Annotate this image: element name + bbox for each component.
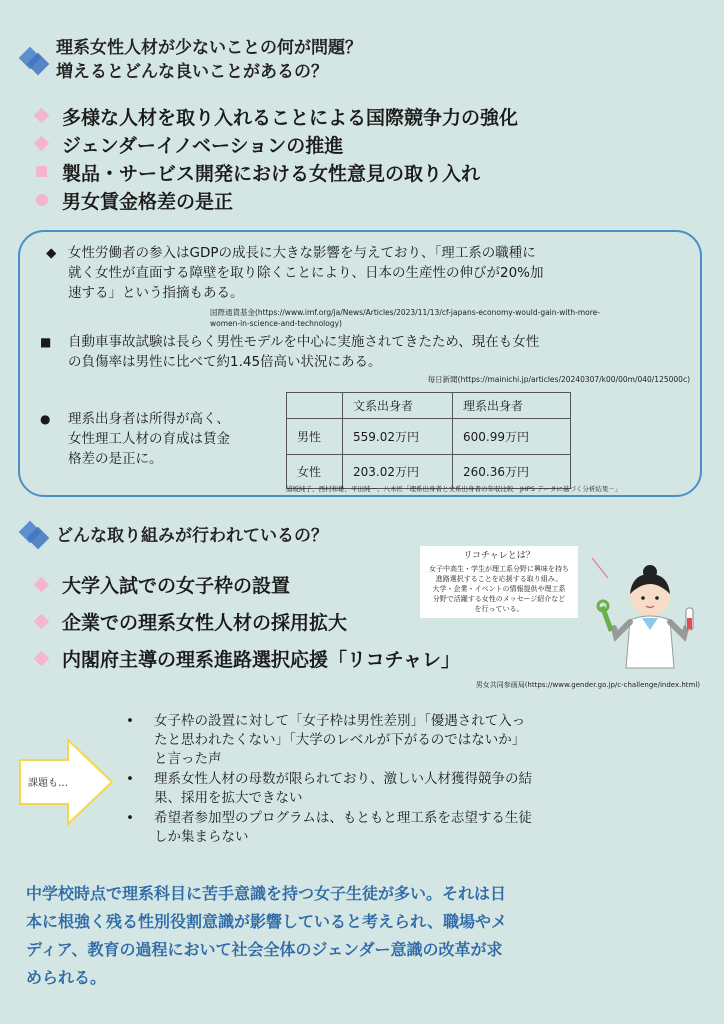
table-header-row: 文系出身者 理系出身者 (287, 393, 571, 419)
list-item: 多様な人材を取り入れることによる国際競争力の強化 (32, 102, 518, 130)
initiative-source: 男女共同参画局(https://www.gender.go.jp/c-challenge/index.html) (475, 681, 700, 689)
issues-label: 課題も… (28, 778, 68, 789)
list-item: 内閣府主導の理系進路選択応援「リコチャレ」 (32, 640, 460, 677)
diamond-icon (20, 514, 50, 558)
scientist-illustration (590, 556, 706, 676)
diamond-bullet-icon (32, 652, 54, 666)
diamond-bullet-icon (32, 109, 54, 123)
diamond-bullet-icon (32, 137, 54, 151)
fact-crash-source: 毎日新聞(https://mainichi.jp/articles/20240307/k00/00m/040/125000c) (427, 375, 690, 384)
fact-gdp: ◆ 女性労働者の参入はGDPの成長に大きな影響を与えており、「理工系の職種に 就く女性が直面する障壁を取り除くことにより、日本の生産性の伸びが20%加 速する」という指摘もある。 (46, 245, 544, 301)
section1-heading-line2: 増えるとどんな良いことがあるの？ (56, 62, 328, 82)
circle-bullet-icon (32, 193, 54, 207)
table-row: 女性 203.02万円 260.36万円 (287, 455, 571, 489)
rikochalle-note: リコチャレとは？ 女子中高生・学生が理工系分野に興味を持ち 進路選択することを応援する取り組み。 大学・企業・イベントの情報提供や理工系 分野で活躍する女性のメッセージ紹介など を行っている。 (420, 546, 578, 618)
conclusion-text: 中学校時点で理系科目に苦手意識を持つ女子生徒が多い。それは日 本に根強く残る性別役割意識が影響していると考えられ、職場やメ ディア、教育の過程において社会全体のジェンダー意識の改革が求 められる。 (26, 884, 507, 987)
list-item: 大学入試での女子枠の設置 (32, 566, 460, 603)
list-item: 製品・サービス開発における女性意見の取り入れ (32, 158, 518, 186)
list-item: 企業での理系女性人材の採用拡大 (32, 603, 460, 640)
list-item: • 希望者参加型のプログラムは、もともと理工系を志望する生徒 しか集まらない (126, 810, 532, 845)
section1-heading-line1: 理系女性人材が少ないことの何が問題？ (56, 38, 362, 58)
diamond-bullet-icon (32, 615, 54, 629)
initiative-list (32, 566, 460, 677)
list-item: 男女賃金格差の是正 (32, 186, 518, 214)
list-item: • 理系女性人材の母数が限られており、激しい人材獲得競争の結 果、採用を拡大できない (126, 771, 532, 806)
square-bullet-icon (32, 165, 54, 179)
circle-bullet-icon: ● (40, 412, 51, 426)
section2-header (20, 514, 328, 558)
fact-income-source: 浦坂純子、西村和雄、平田純一、八木匡「理系出身者と文系出身者の年収比較－JHPS データに基づく分析結果－」 (286, 485, 622, 493)
fact-gdp-source: 国際通貨基金(https://www.imf.org/ja/News/Articles/2023/11/13/cf-japans-economy-would-gain-with-more- women-in-science-and-technology) (210, 308, 600, 328)
section1-header (20, 36, 362, 84)
diamond-bullet-icon: ◆ (46, 245, 57, 261)
benefit-list (32, 102, 518, 214)
fact-crash-test: ■ 自動車事故試験は長らく男性モデルを中心に実施されてきたため、現在も女性 の負傷率は男性に比べて約1.45倍高い状況にある。 (40, 334, 540, 370)
fact-income: ● 理系出身者は所得が高く、 女性理工人材の育成は賃金 格差の是正に。 (40, 411, 230, 467)
diamond-icon (20, 36, 50, 80)
income-table (286, 392, 571, 489)
section2-heading: どんな取り組みが行われているの？ (56, 526, 328, 546)
diamond-bullet-icon (32, 578, 54, 592)
table-row: 男性 559.02万円 600.99万円 (287, 419, 571, 455)
square-bullet-icon: ■ (40, 335, 52, 349)
list-item: • 女子枠の設置に対して「女子枠は男性差別」「優遇されて入っ たと思われたくない」「大学のレベルが下がるのではないか」 と言った声 (126, 713, 526, 767)
issues-list (126, 712, 666, 848)
list-item: ジェンダーイノベーションの推進 (32, 130, 518, 158)
